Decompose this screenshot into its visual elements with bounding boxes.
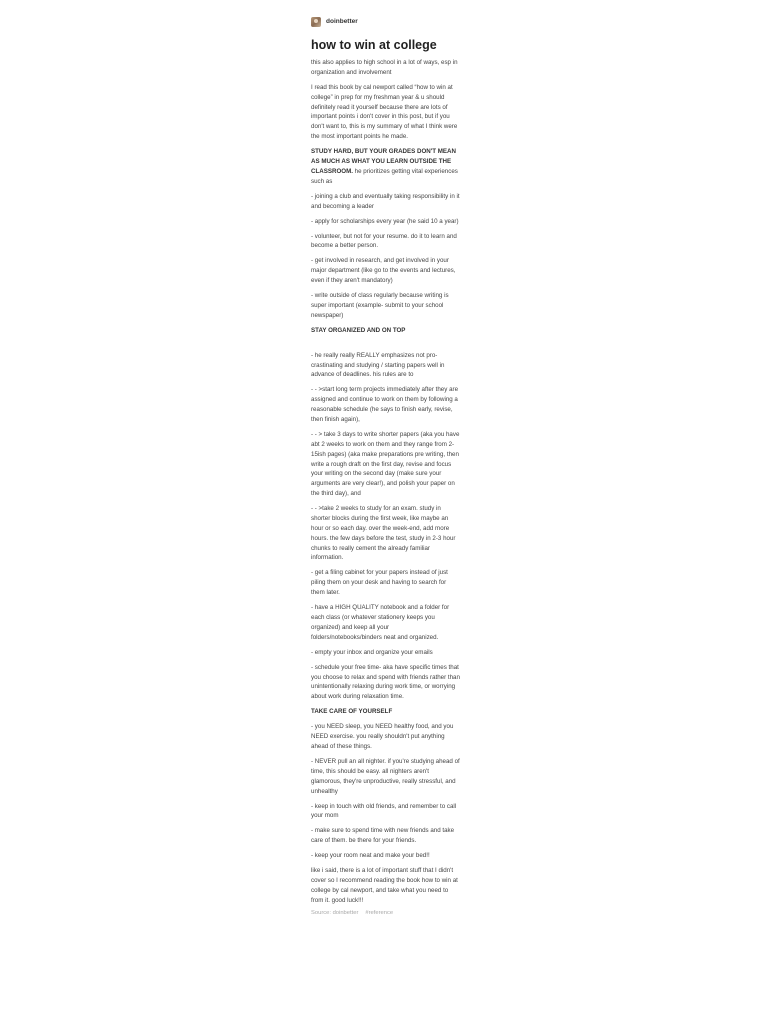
post-body [311,58,461,906]
list-item: - - >take 2 weeks to study for an exam. study in shorter blocks during the first week, like maybe an hour or so each day. over the week-end, add more hours. the few days before the test, study in 2-3 hour chunks to really cement the already familiar information. [311,505,456,562]
section-heading: TAKE CARE OF YOURSELF [311,708,393,716]
section-heading-inline: STUDY HARD, BUT YOUR GRADES DON'T MEAN AS MUCH AS WHAT YOU LEARN OUTSIDE THE CLASSROOM. [311,148,456,175]
list-item: - keep in touch with old friends, and remember to call your mom [311,802,457,820]
list-item: - get involved in research, and get involved in your major department (like go to the events and lectures, even if they aren't mandatory) [311,257,456,285]
list-item: - make sure to spend time with new friends and take care of them. be there for your friends. [311,827,455,845]
list-item: - write outside of class regularly because writing is super important (example- submit to your school newspaper) [311,292,449,319]
paragraph: I read this book by cal newport called “how to win at college” in prep for my freshman year & u should definitely read it yourself because there are lots of important points i don't cover in this post, but if you don't want to, this is my summary of what I think were the most important points he made. [311,83,458,141]
list-item: - volunteer, but not for your resume. do it to learn and become a better person. [311,232,457,250]
list-item: - have a HIGH QUALITY notebook and a folder for each class (or whatever stationery keeps you organized) and keep all your folders/notebooks/binders neat and organized. [311,604,450,641]
post-header [311,16,461,27]
paragraph [311,147,461,186]
list-item: - get a filing cabinet for your papers instead of just piling them on your desk and having to search for them later. [311,569,448,597]
post-title: how to win at college [311,38,437,52]
paragraph-text: he prioritizes getting vital experiences such as [311,167,458,185]
tag-link[interactable]: #reference [365,909,394,916]
list-item: - schedule your free time- aka have specific times that you choose to relax and spend with friends rather than unintentionally relaxing during work time, or worrying about work during relaxation time. [311,663,460,701]
avatar[interactable] [311,17,321,27]
list-item: - you NEED sleep, you NEED healthy food, and you NEED exercise. you really shouldn't put anything ahead of these things. [311,723,454,750]
list-item: - keep your room neat and make your bed!! [311,852,430,860]
paragraph: like i said, there is a lot of important stuff that I didn't cover so I recommend reading the book how to win at college by cal newport, and take what you need to from it. good luck!!! [311,867,458,904]
list-item: - - > take 3 days to write shorter papers (aka you have abt 2 weeks to work on them and they range from 2-15ish pages) (aka make preparations pre writing, then write a rough draft on the first day, revise and focus your writing on the second day (make sure your arguments are very clear!), and polish your paper on the third day), and [311,431,460,498]
list-item: - apply for scholarships every year (he said 10 a year) [311,217,459,225]
list-item: - joining a club and eventually taking responsibility in it and becoming a leader [311,192,460,210]
username-link[interactable]: doinbetter [326,18,358,25]
list-item: - he really really REALLY emphasizes not pro-crastinating and studying / starting papers well in advance of deadlines. his rules are to [311,351,445,379]
post [311,16,461,918]
paragraph: this also applies to high school in a lot of ways, esp in organization and involvement [311,59,458,76]
source-link[interactable]: Source: doinbetter [311,909,359,916]
post-footer [311,909,461,918]
list-item: - - >start long term projects immediately after they are assigned and continue to work on them by following a reasonable schedule (he says to finish early, revise, then finish again), [311,386,459,423]
section-heading: STAY ORGANIZED AND ON TOP [311,326,406,334]
list-item: - empty your inbox and organize your emails [311,648,433,656]
list-item: - NEVER pull an all nighter. if you're studying ahead of time, this should be easy. all nighters aren't glamorous, they're unproductive, really stressful, and unhealthy [311,758,460,795]
